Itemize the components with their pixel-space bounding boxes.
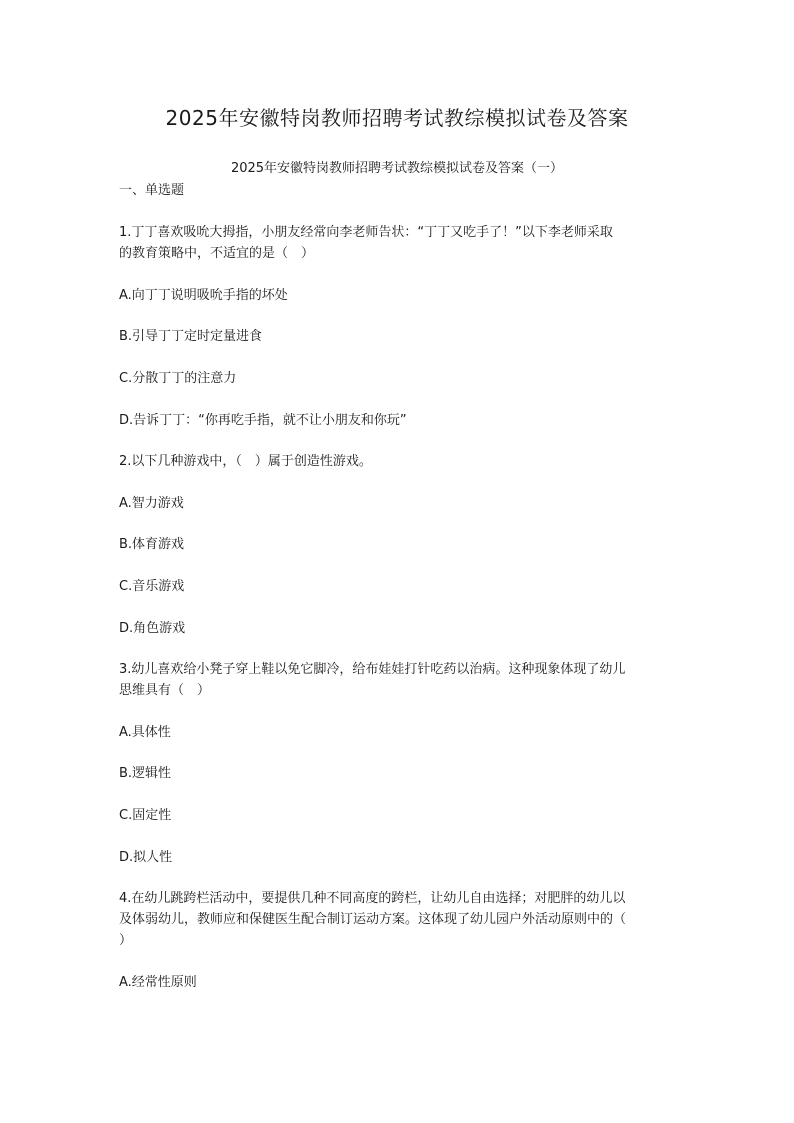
- question-1-option-c: C.分散丁丁的注意力: [119, 371, 237, 386]
- document-title: 2025年安徽特岗教师招聘考试教综模拟试卷及答案: [165, 106, 629, 130]
- question-2-option-a: A.智力游戏: [119, 496, 184, 511]
- question-1-stem-line-2: 的教育策略中，不适宜的是（ ）: [119, 246, 315, 261]
- question-2-option-b: B.体育游戏: [119, 537, 185, 552]
- question-3-option-a: A.具体性: [119, 725, 171, 740]
- question-1-option-d: D.告诉丁丁：“你再吃手指，就不让小朋友和你玩”: [119, 413, 407, 428]
- question-2-option-d: D.角色游戏: [119, 621, 186, 636]
- question-3-option-c: C.固定性: [119, 808, 172, 823]
- question-3-option-b: B.逻辑性: [119, 766, 172, 781]
- document-subtitle: 2025年安徽特岗教师招聘考试教综模拟试卷及答案（一）: [230, 161, 564, 176]
- section-heading: 一、单选题: [119, 183, 185, 198]
- question-3-option-d: D.拟人性: [119, 850, 173, 865]
- question-4-stem-line-2: 及体弱幼儿，教师应和保健医生配合制订运动方案。这体现了幼儿园户外活动原则中的（: [119, 912, 627, 927]
- question-1-option-b: B.引导丁丁定时定量进食: [119, 329, 263, 344]
- question-4-stem-line-3: ）: [119, 933, 133, 948]
- question-1-option-a: A.向丁丁说明吸吮手指的坏处: [119, 288, 288, 303]
- question-1-stem-line-1: 1.丁丁喜欢吸吮大拇指，小朋友经常向李老师告状：“丁丁又吃手了！”以下李老师采取: [119, 225, 613, 240]
- question-2-stem-line-1: 2.以下几种游戏中，（ ）属于创造性游戏。: [119, 454, 372, 469]
- question-3-stem-line-1: 3.幼儿喜欢给小凳子穿上鞋以免它脚冷，给布娃娃打针吃药以治病。这种现象体现了幼儿: [119, 662, 626, 677]
- question-2-option-c: C.音乐游戏: [119, 579, 185, 594]
- question-4-option-a: A.经常性原则: [119, 975, 197, 990]
- question-3-stem-line-2: 思维具有（ ）: [119, 683, 211, 698]
- question-4-stem-line-1: 4.在幼儿跳跨栏活动中，要提供几种不同高度的跨栏，让幼儿自由选择；对肥胖的幼儿以: [119, 891, 626, 906]
